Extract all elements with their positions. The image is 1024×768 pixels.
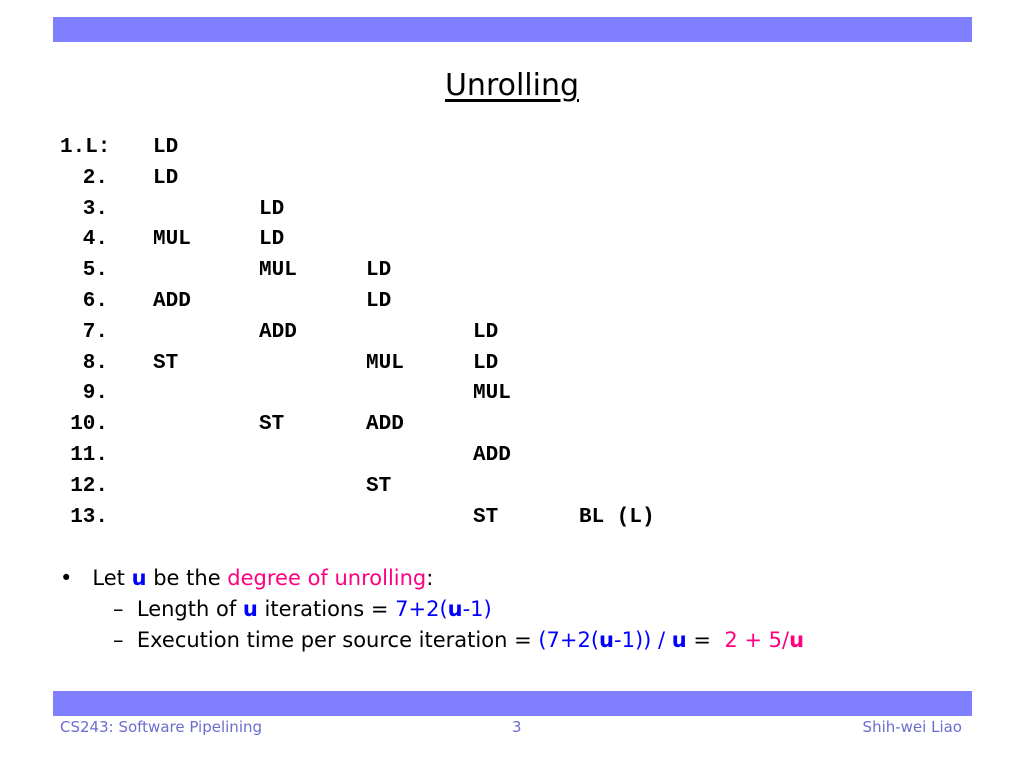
code-line xyxy=(0,136,800,164)
instruction-cell: LD xyxy=(153,136,179,159)
line-number: 8. xyxy=(82,351,108,375)
code-line xyxy=(0,198,800,226)
line-number: 2. xyxy=(82,166,108,190)
bullet-text-post: : xyxy=(426,566,434,590)
instruction-cell: ADD xyxy=(153,290,191,313)
instruction-cell: MUL xyxy=(259,259,297,283)
footer-course: CS243: Software Pipelining xyxy=(60,718,263,736)
line-number: 4. xyxy=(82,228,108,252)
instruction-cell: LD xyxy=(473,320,499,344)
sub-text-pre: Execution time per source iteration = xyxy=(136,628,539,652)
line-number: 7. xyxy=(82,320,108,344)
dash-marker: – xyxy=(113,597,124,621)
var-u: u xyxy=(789,628,805,652)
instruction-cell: ADD xyxy=(259,320,297,344)
code-line xyxy=(0,259,800,287)
line-number: 12. xyxy=(70,474,108,498)
bullet-text-pre: Let xyxy=(92,566,132,590)
dash-marker: – xyxy=(113,628,124,652)
result-part: 2 + 5/ xyxy=(724,628,790,652)
sub-item-exec-time xyxy=(113,628,804,652)
instruction-cell: ST xyxy=(259,413,285,437)
code-line xyxy=(0,382,800,410)
instruction-cell: BL (L) xyxy=(579,505,655,529)
var-u: u xyxy=(447,597,463,621)
header-bar xyxy=(53,17,972,42)
instruction-cell: LD xyxy=(259,197,285,221)
instruction-cell: MUL xyxy=(153,228,191,252)
var-u: u xyxy=(599,628,614,652)
instruction-cell: MUL xyxy=(473,382,511,406)
instruction-cell: LD xyxy=(259,228,285,252)
instruction-cell: ADD xyxy=(473,444,511,467)
footer-page-number: 3 xyxy=(512,718,522,736)
code-line xyxy=(0,321,800,349)
code-line xyxy=(0,475,800,503)
code-line xyxy=(0,506,800,534)
var-u: u xyxy=(131,566,147,590)
instruction-cell: LD xyxy=(473,351,499,375)
sub-text-mid: iterations = xyxy=(257,597,396,621)
line-number: 5. xyxy=(82,259,108,283)
line-number: 9. xyxy=(82,382,108,406)
line-number: 11. xyxy=(70,444,108,467)
code-line xyxy=(0,352,800,380)
slide-title: Unrolling xyxy=(444,68,580,103)
code-line xyxy=(0,444,800,472)
equals-sign: = xyxy=(686,628,718,652)
var-u: u xyxy=(671,628,687,652)
instruction-cell: ST xyxy=(153,351,179,375)
line-number: 3. xyxy=(82,197,108,221)
instruction-cell: LD xyxy=(366,290,392,313)
line-number: 1.L: xyxy=(60,136,111,159)
bullet-text-mid: be the xyxy=(146,566,228,590)
line-number: 13. xyxy=(70,505,108,529)
expr-part: (7+2( xyxy=(538,628,600,652)
expr-part: -1)) / xyxy=(614,628,672,652)
code-line xyxy=(0,228,800,256)
highlight-text: degree of unrolling xyxy=(227,566,427,590)
instruction-cell: MUL xyxy=(366,351,404,375)
instruction-cell: LD xyxy=(366,259,392,283)
sub-text-pre: Length of xyxy=(136,597,243,621)
line-number: 10. xyxy=(70,413,108,437)
code-line xyxy=(0,167,800,195)
expr-part: -1) xyxy=(462,597,492,621)
instruction-cell: ST xyxy=(473,505,499,529)
instruction-cell: ADD xyxy=(366,413,404,437)
var-u: u xyxy=(242,597,258,621)
instruction-cell: LD xyxy=(153,166,179,190)
instruction-cell: ST xyxy=(366,474,392,498)
code-line xyxy=(0,413,800,441)
bullet-item xyxy=(60,566,433,590)
line-number: 6. xyxy=(82,290,108,313)
bullet-marker: • xyxy=(60,566,73,590)
expr-part: 7+2( xyxy=(395,597,448,621)
footer-bar xyxy=(53,691,972,716)
code-line xyxy=(0,290,800,318)
footer-author: Shih-wei Liao xyxy=(862,718,962,736)
sub-item-length xyxy=(113,597,492,621)
